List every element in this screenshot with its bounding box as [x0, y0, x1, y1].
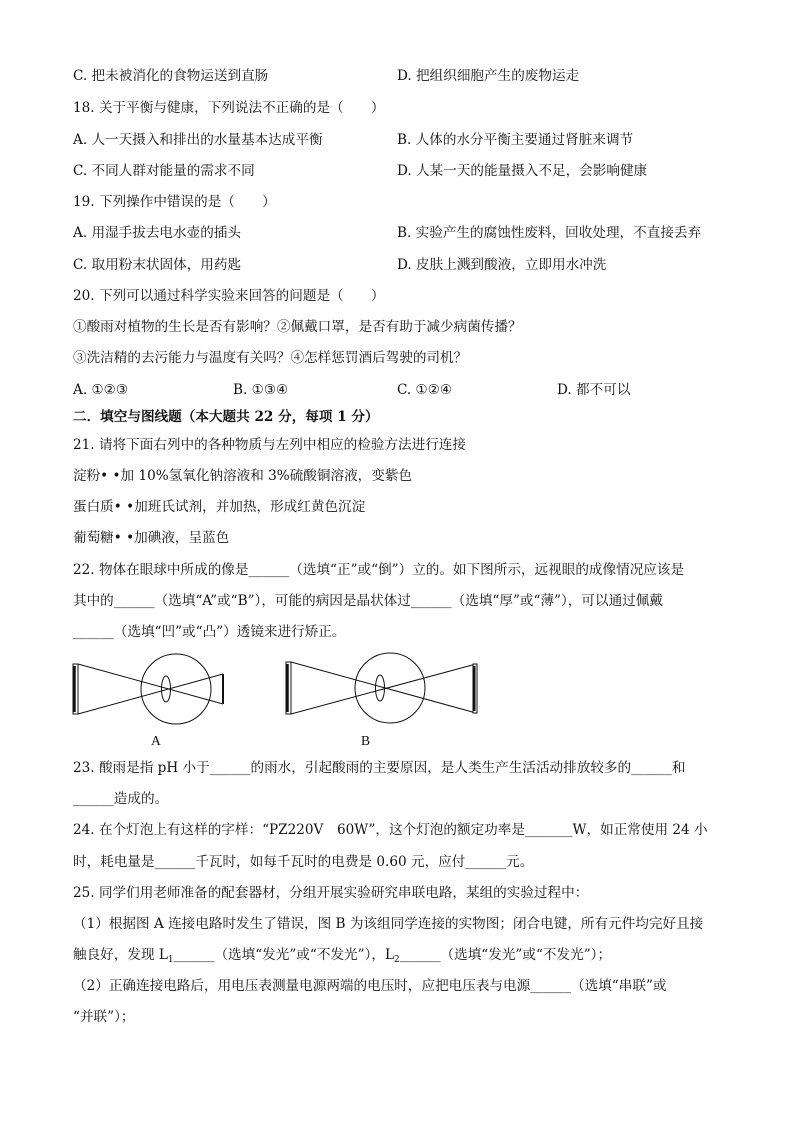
- q22-line2: 其中的______（选填“A”或“B”），可能的病因是晶状体过______（选填“厚”或“薄”），可以通过佩戴: [73, 593, 663, 609]
- q23-line2: ______造成的。: [73, 791, 169, 807]
- q18-stem: 18. 关于平衡与健康，下列说法不正确的是（ ）: [73, 100, 385, 116]
- q19-option-c: C. 取用粉末状固体，用药匙: [73, 257, 242, 273]
- q19-option-a: A. 用湿手拔去电水壶的插头: [73, 225, 241, 241]
- q20-statement-line2: ③洗洁精的去污能力与温度有关吗？④怎样惩罚酒后驾驶的司机？: [73, 350, 468, 366]
- q19-option-d: D. 皮肤上溅到酸液，立即用水冲洗: [397, 257, 607, 273]
- q23-line1: 23. 酸雨是指 pH 小于______的雨水，引起酸雨的主要原因，是人类生产生活活动排放较多的______和: [73, 760, 686, 776]
- q25-part1-line1: （1）根据图 A 连接电路时发生了错误，图 B 为该组同学连接的实物图；闭合电键，所有元件均完好且接: [73, 916, 704, 932]
- q18-option-b: B. 人体的水分平衡主要通过肾脏来调节: [397, 132, 634, 148]
- diagram-label-b: B: [361, 733, 371, 748]
- diagram-label-a: A: [151, 733, 161, 748]
- q20-option-b: B. ①③④: [233, 382, 289, 398]
- q20-option-c: C. ①②④: [397, 382, 453, 398]
- q25-part1-text-a: 触良好，发现 L: [73, 947, 168, 963]
- q21-stem: 21. 请将下面右列中的各种物质与左列中相应的检验方法进行连接: [73, 437, 466, 453]
- q18-option-c: C. 不同人群对能量的需求不同: [73, 163, 255, 179]
- q25-part2-line2: “并联”）；: [73, 1009, 135, 1025]
- q17-option-d: D. 把组织细胞产生的废物运走: [397, 68, 580, 84]
- q20-statement-line1: ①酸雨对植物的生长是否有影响？②佩戴口罩，是否有助于减少病菌传播？: [73, 319, 522, 335]
- q25-part2-line1: （2）正确连接电路后，用电压表测量电源两端的电压时，应把电压表与电源______（选填“串联”或: [73, 978, 667, 994]
- l2-subscript: 2: [394, 955, 400, 965]
- q25-stem: 25. 同学们用老师准备的配套器材，分组开展实验研究串联电路，某组的实验过程中：: [73, 885, 589, 901]
- q24-line1: 24. 在个灯泡上有这样的字样：“PZ220V 60W”，这个灯泡的额定功率是_______W，如正常使用 24 小: [73, 822, 708, 838]
- eye-diagrams-svg: [68, 650, 498, 750]
- lens-b: [376, 675, 385, 701]
- eye-diagram-b: [286, 653, 477, 723]
- q21-row-starch: 淀粉• •加 10%氢氧化钠溶液和 3%硫酸铜溶液，变紫色: [73, 468, 413, 484]
- q25-part1-line2: [73, 945, 611, 970]
- q18-option-a: A. 人一天摄入和排出的水量基本达成平衡: [73, 132, 323, 148]
- q20-option-d: D. 都不可以: [557, 382, 631, 398]
- q21-row-protein: 蛋白质• •加班氏试剂，并加热，形成红黄色沉淀: [73, 499, 366, 515]
- q21-row-glucose: 葡萄糖• •加碘液，呈蓝色: [73, 530, 230, 546]
- q18-option-d: D. 人某一天的能量摄入不足，会影响健康: [397, 163, 648, 179]
- eye-diagram-a: [73, 654, 223, 724]
- q19-stem: 19. 下列操作中错误的是（ ）: [73, 194, 276, 210]
- q20-option-a: A. ①②③: [73, 382, 129, 398]
- q25-part1-text-b: ______（选填“发光”或“不发光”），L: [173, 947, 394, 963]
- q20-stem: 20. 下列可以通过科学实验来回答的问题是（ ）: [73, 288, 385, 304]
- l1-subscript: 1: [167, 955, 174, 965]
- q24-line2: 时，耗电量是______千瓦时，如每千瓦时的电费是 0.60 元，应付______元。: [73, 854, 534, 870]
- eyeball-b: [355, 653, 425, 723]
- section2-heading: 二．填空与图线题（本大题共 22 分，每项 1 分）: [73, 409, 379, 425]
- eyeball-a: [141, 654, 211, 724]
- q22-line3: ______（选填“凹”或“凸”）透镜来进行矫正。: [73, 624, 346, 640]
- q25-part1-text-c: ______（选填“发光”或“不发光”）；: [399, 947, 612, 963]
- eye-diagram-figure: [68, 650, 498, 750]
- q19-option-b: B. 实验产生的腐蚀性废料，回收处理，不直接丢弃: [397, 225, 702, 241]
- q22-line1: 22. 物体在眼球中所成的像是______（选填“正”或“倒”）立的。如下图所示，远视眼的成像情况应该是: [73, 562, 685, 578]
- q17-option-c: C. 把未被消化的食物运送到直肠: [73, 68, 269, 84]
